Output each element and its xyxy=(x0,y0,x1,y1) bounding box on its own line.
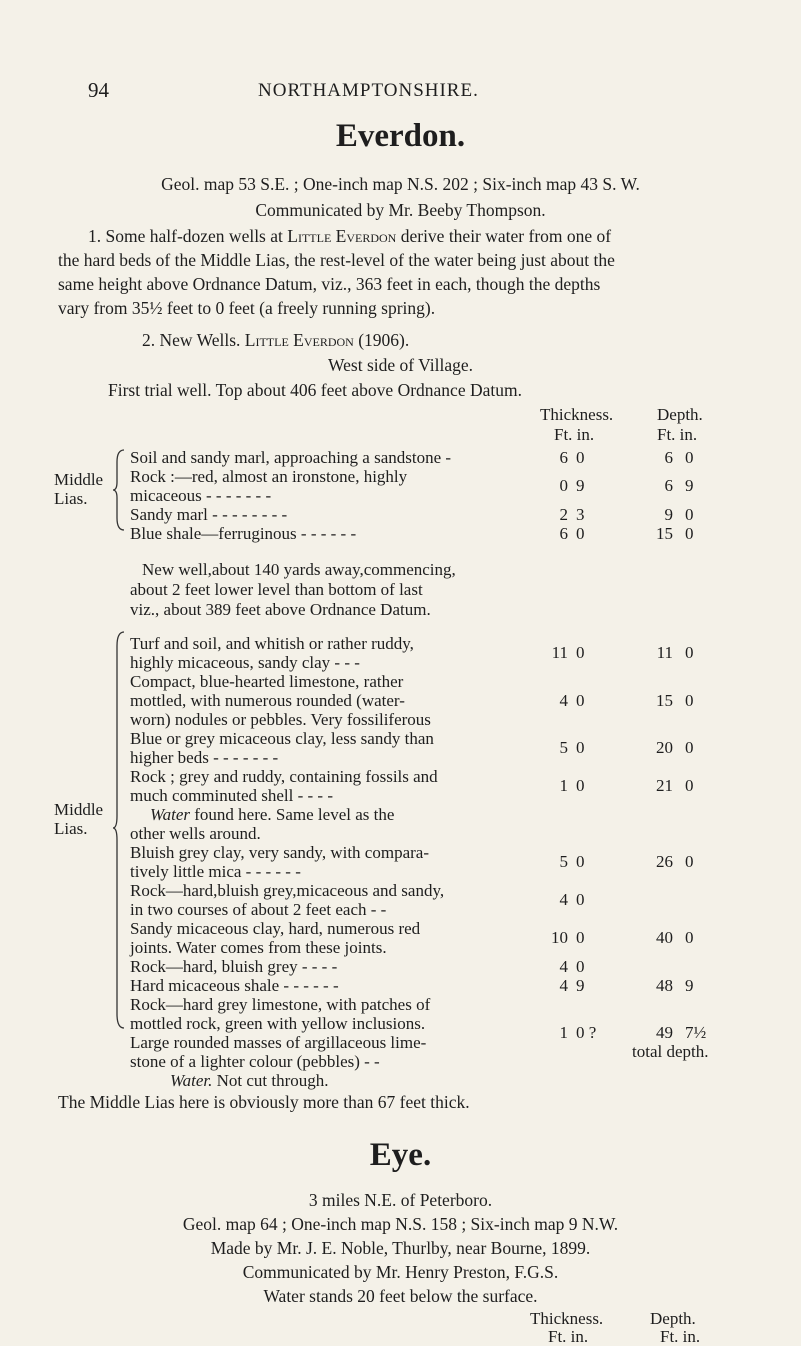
total-depth-label: total depth. xyxy=(632,1042,709,1061)
stratum-desc: mottled rock, green with yellow inclusions. xyxy=(130,1014,426,1033)
thickness-ft: 2 xyxy=(559,505,568,524)
depth-ft: 6 xyxy=(664,448,673,467)
depth-ft: 26 xyxy=(656,852,673,871)
section-title-eye: Eye. xyxy=(369,1137,432,1173)
thickness-in: 0 xyxy=(576,524,585,543)
group-label: Middle xyxy=(54,800,104,819)
depth-ft: 20 xyxy=(656,738,673,757)
depth-in: 0 xyxy=(685,852,694,871)
eye-made-by: Made by Mr. J. E. Noble, Thurlby, near Bourne, 1899. xyxy=(210,1238,591,1258)
new-well-note: New well,about 140 yards away,commencing, xyxy=(142,560,456,579)
thickness-ft: 10 xyxy=(551,928,568,947)
thickness-ft: 5 xyxy=(559,738,568,757)
thickness-in: 0 xyxy=(576,776,585,795)
thickness-in: 0 xyxy=(576,928,585,947)
stratum-desc: joints. Water comes from these joints. xyxy=(130,938,387,957)
brace xyxy=(112,448,126,532)
depth-ft: 40 xyxy=(656,928,673,947)
paragraph-line: vary from 35½ feet to 0 feet (a freely running spring). xyxy=(58,298,436,318)
stratum-desc: Sandy marl - - - - - - - - xyxy=(130,505,288,524)
depth-ft: 15 xyxy=(656,691,673,710)
depth-ft: 11 xyxy=(656,643,673,662)
section-title-everdon: Everdon. xyxy=(335,118,466,154)
stratum-desc: tively little mica - - - - - - xyxy=(130,862,301,881)
eye-location: 3 miles N.E. of Peterboro. xyxy=(308,1190,493,1210)
col-ft-in: Ft. in. xyxy=(554,425,595,444)
col-thickness: Thickness. xyxy=(540,405,614,424)
eye-communicated: Communicated by Mr. Henry Preston, F.G.S. xyxy=(242,1262,559,1282)
thickness-in: 9 xyxy=(576,476,585,495)
depth-ft: 48 xyxy=(656,976,673,995)
stratum-desc: Rock—hard grey limestone, with patches of xyxy=(130,995,431,1014)
group-label: Lias. xyxy=(54,489,88,508)
thickness-in: 0 xyxy=(576,890,585,909)
stratum-desc: Hard micaceous shale - - - - - - xyxy=(130,976,339,995)
page-number: 94 xyxy=(88,78,109,102)
stratum-desc: stone of a lighter colour (pebbles) - - xyxy=(130,1052,380,1071)
thickness-in: 0 xyxy=(576,448,585,467)
depth-ft: 49 xyxy=(656,1023,673,1042)
thickness-in: 3 xyxy=(576,505,585,524)
stratum-desc: Bluish grey clay, very sandy, with compara- xyxy=(130,843,429,862)
thickness-ft: 4 xyxy=(559,890,568,909)
stratum-desc: Rock—hard, bluish grey - - - - xyxy=(130,957,338,976)
section2-subheading: West side of Village. xyxy=(328,355,473,375)
thickness-ft: 6 xyxy=(559,448,568,467)
paragraph-line: same height above Ordnance Datum, viz., 363 feet in each, though the depths xyxy=(58,274,601,294)
thickness-ft: 4 xyxy=(559,957,568,976)
thickness-in: 0 xyxy=(576,691,585,710)
stratum-desc: Blue or grey micaceous clay, less sandy than xyxy=(130,729,434,748)
depth-in: 9 xyxy=(685,976,694,995)
running-title: NORTHAMPTONSHIRE. xyxy=(258,80,479,101)
depth-in: 0 xyxy=(685,928,694,947)
everdon-communicated: Communicated by Mr. Beeby Thompson. xyxy=(255,200,546,220)
thickness-in: 9 xyxy=(576,976,585,995)
stratum-desc: Rock :—red, almost an ironstone, highly xyxy=(130,467,408,486)
stratum-desc: worn) nodules or pebbles. Very fossiliferous xyxy=(130,710,431,729)
depth-in: 0 xyxy=(685,524,694,543)
thickness-ft: 1 xyxy=(559,776,568,795)
thickness-in: 0 ? xyxy=(576,1023,597,1042)
stratum-desc: Blue shale—ferruginous - - - - - - xyxy=(130,524,357,543)
col-ft-in: Ft. in. xyxy=(548,1327,589,1346)
paragraph-line: 1. Some half-dozen wells at Little Everdon derive their water from one of xyxy=(88,226,612,246)
water-found-note: other wells around. xyxy=(130,824,261,843)
stratum-desc: highly micaceous, sandy clay - - - xyxy=(130,653,360,672)
brace xyxy=(112,630,126,1030)
depth-ft: 15 xyxy=(656,524,673,543)
depth-in: 0 xyxy=(685,448,694,467)
thickness-in: 0 xyxy=(576,643,585,662)
thickness-in: 0 xyxy=(576,852,585,871)
depth-ft: 6 xyxy=(664,476,673,495)
conclusion: The Middle Lias here is obviously more than 67 feet thick. xyxy=(58,1092,470,1112)
depth-in: 7½ xyxy=(685,1023,707,1042)
depth-in: 0 xyxy=(685,643,694,662)
stratum-desc: micaceous - - - - - - - xyxy=(130,486,272,505)
col-depth: Depth. xyxy=(650,1309,696,1328)
group-label: Lias. xyxy=(54,819,88,838)
eye-maps: Geol. map 64 ; One-inch map N.S. 158 ; Six-inch map 9 N.W. xyxy=(182,1214,619,1234)
stratum-desc: Turf and soil, and whitish or rather ruddy, xyxy=(130,634,414,653)
group-label: Middle xyxy=(54,470,104,489)
depth-in: 0 xyxy=(685,691,694,710)
depth-in: 0 xyxy=(685,776,694,795)
col-thickness: Thickness. xyxy=(530,1309,604,1328)
depth-in: 0 xyxy=(685,505,694,524)
stratum-desc: in two courses of about 2 feet each - - xyxy=(130,900,387,919)
thickness-in: 0 xyxy=(576,738,585,757)
col-depth: Depth. xyxy=(657,405,703,424)
water-found-note: Water found here. Same level as the xyxy=(150,805,395,824)
everdon-maps: Geol. map 53 S.E. ; One-inch map N.S. 202 ; Six-inch map 43 S. W. xyxy=(161,174,640,194)
depth-in: 0 xyxy=(685,738,694,757)
first-trial-well: First trial well. Top about 406 feet above Ordnance Datum. xyxy=(108,380,522,400)
water-not-cut-note: Water. Not cut through. xyxy=(170,1071,329,1090)
new-well-note: about 2 feet lower level than bottom of last xyxy=(130,580,423,599)
thickness-ft: 11 xyxy=(551,643,568,662)
stratum-desc: much comminuted shell - - - - xyxy=(130,786,334,805)
stratum-desc: Compact, blue-hearted limestone, rather xyxy=(130,672,404,691)
thickness-ft: 4 xyxy=(559,976,568,995)
paragraph-line: the hard beds of the Middle Lias, the rest-level of the water being just about the xyxy=(58,250,615,270)
thickness-in: 0 xyxy=(576,957,585,976)
depth-ft: 21 xyxy=(656,776,673,795)
section2-heading: 2. New Wells. Little Everdon (1906). xyxy=(142,330,410,350)
depth-in: 9 xyxy=(685,476,694,495)
stratum-desc: higher beds - - - - - - - xyxy=(130,748,279,767)
depth-ft: 9 xyxy=(664,505,673,524)
stratum-desc: Rock—hard,bluish grey,micaceous and sandy, xyxy=(130,881,445,900)
eye-water: Water stands 20 feet below the surface. xyxy=(263,1286,538,1306)
thickness-ft: 6 xyxy=(559,524,568,543)
thickness-ft: 4 xyxy=(559,691,568,710)
stratum-desc: Soil and sandy marl, approaching a sandstone - xyxy=(130,448,452,467)
thickness-ft: 5 xyxy=(559,852,568,871)
thickness-ft: 0 xyxy=(559,476,568,495)
stratum-desc: mottled, with numerous rounded (water- xyxy=(130,691,405,710)
thickness-ft: 1 xyxy=(559,1023,568,1042)
new-well-note: viz., about 389 feet above Ordnance Datum. xyxy=(130,600,431,619)
stratum-desc: Rock ; grey and ruddy, containing fossils and xyxy=(130,767,438,786)
col-ft-in: Ft. in. xyxy=(657,425,698,444)
stratum-desc: Sandy micaceous clay, hard, numerous red xyxy=(130,919,421,938)
col-ft-in: Ft. in. xyxy=(660,1327,701,1346)
stratum-desc: Large rounded masses of argillaceous lime- xyxy=(130,1033,427,1052)
